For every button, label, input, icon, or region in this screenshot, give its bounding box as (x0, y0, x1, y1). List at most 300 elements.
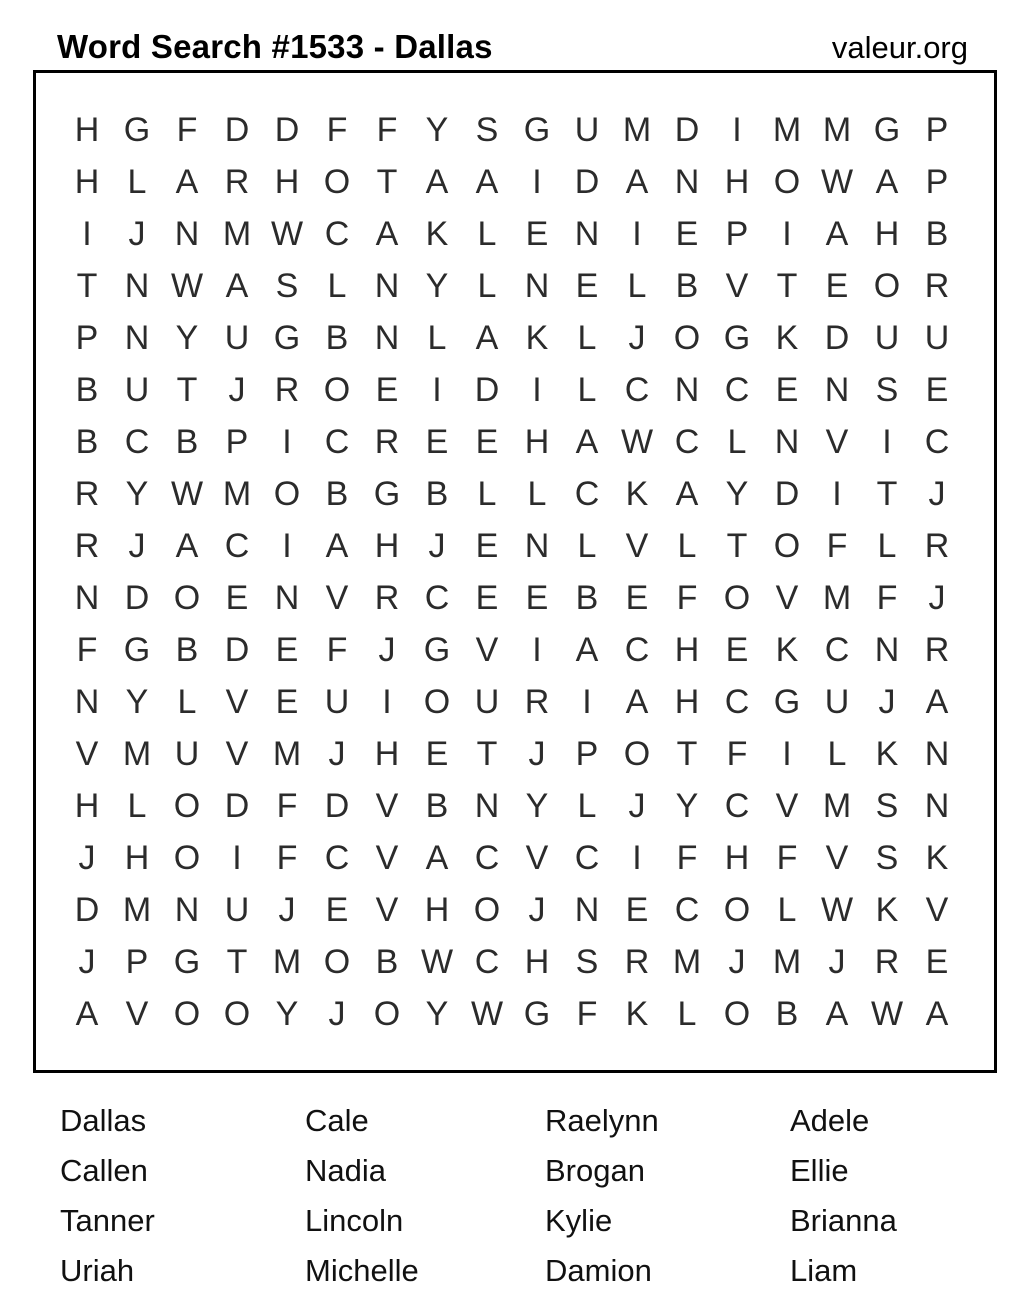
grid-letter-r18c16: A (825, 994, 849, 1033)
grid-letter-r15c15: F (776, 838, 798, 877)
grid-letter-r2c3: A (175, 162, 199, 201)
grid-letter-r3c13: E (675, 214, 699, 253)
grid-letter-r13c14: F (726, 734, 748, 773)
grid-letter-r8c18: J (928, 474, 946, 513)
grid-letter-r10c16: M (822, 578, 852, 617)
word-list-item: Liam (790, 1253, 858, 1288)
grid-letter-r7c5: I (282, 422, 292, 461)
grid-letter-r16c3: N (174, 890, 200, 929)
grid-letter-r18c4: O (223, 994, 251, 1033)
grid-letter-r9c2: J (128, 526, 146, 565)
grid-letter-r4c3: W (170, 266, 204, 305)
grid-letter-r8c5: O (273, 474, 301, 513)
grid-letter-r4c5: S (275, 266, 299, 305)
grid-letter-r4c11: E (575, 266, 599, 305)
grid-letter-r16c15: L (777, 890, 797, 929)
grid-letter-r17c9: C (474, 942, 500, 981)
grid-letter-r4c18: R (924, 266, 950, 305)
grid-letter-r5c17: U (874, 318, 900, 357)
grid-letter-r5c10: K (525, 318, 549, 357)
grid-letter-r13c1: V (75, 734, 99, 773)
grid-letter-r1c2: G (123, 110, 151, 149)
grid-letter-r14c3: O (173, 786, 201, 825)
grid-letter-r13c8: E (425, 734, 449, 773)
grid-letter-r3c1: I (82, 214, 92, 253)
grid-letter-r6c7: E (375, 370, 399, 409)
grid-letter-r3c6: C (324, 214, 350, 253)
grid-letter-r18c5: Y (275, 994, 299, 1033)
grid-letter-r12c14: C (724, 682, 750, 721)
grid-letter-r12c2: Y (125, 682, 149, 721)
grid-letter-r9c17: L (877, 526, 897, 565)
grid-letter-r12c12: A (625, 682, 649, 721)
grid-letter-r15c13: F (676, 838, 698, 877)
grid-letter-r12c4: V (225, 682, 249, 721)
grid-letter-r9c16: F (826, 526, 848, 565)
grid-letter-r7c4: P (225, 422, 249, 461)
grid-letter-r2c7: T (376, 162, 398, 201)
grid-letter-r6c1: B (75, 370, 99, 409)
grid-letter-r17c10: H (524, 942, 550, 981)
grid-letter-r2c13: N (674, 162, 700, 201)
grid-letter-r15c16: V (825, 838, 849, 877)
grid-letter-r14c4: D (224, 786, 250, 825)
grid-letter-r8c12: K (625, 474, 649, 513)
grid-letter-r9c1: R (74, 526, 100, 565)
grid-letter-r5c15: K (775, 318, 799, 357)
grid-letter-r16c10: J (528, 890, 546, 929)
grid-letter-r9c9: E (475, 526, 499, 565)
grid-letter-r6c11: L (577, 370, 597, 409)
grid-letter-r5c3: Y (175, 318, 199, 357)
grid-letter-r10c8: C (424, 578, 450, 617)
grid-letter-r12c17: J (878, 682, 896, 721)
grid-letter-r13c3: U (174, 734, 200, 773)
grid-letter-r17c7: B (375, 942, 399, 981)
grid-letter-r17c5: M (272, 942, 302, 981)
grid-letter-r16c2: M (122, 890, 152, 929)
grid-letter-r7c18: C (924, 422, 950, 461)
grid-letter-r6c16: N (824, 370, 850, 409)
grid-letter-r6c6: O (323, 370, 351, 409)
grid-letter-r11c14: E (725, 630, 749, 669)
grid-letter-r1c1: H (74, 110, 100, 149)
grid-letter-r4c2: N (124, 266, 150, 305)
grid-letter-r13c12: O (623, 734, 651, 773)
grid-letter-r13c6: J (328, 734, 346, 773)
grid-letter-r14c15: V (775, 786, 799, 825)
grid-letter-r15c10: V (525, 838, 549, 877)
grid-letter-r5c18: U (924, 318, 950, 357)
grid-letter-r1c15: M (772, 110, 802, 149)
grid-letter-r7c3: B (175, 422, 199, 461)
grid-letter-r7c10: H (524, 422, 550, 461)
grid-letter-r5c12: J (628, 318, 646, 357)
grid-letter-r6c4: J (228, 370, 246, 409)
grid-letter-r5c4: U (224, 318, 250, 357)
grid-letter-r18c15: B (775, 994, 799, 1033)
grid-letter-r16c12: E (625, 890, 649, 929)
grid-letter-r11c2: G (123, 630, 151, 669)
grid-letter-r5c5: G (273, 318, 301, 357)
grid-letter-r15c1: J (78, 838, 96, 877)
word-list-item: Damion (545, 1253, 652, 1288)
word-list-item: Brianna (790, 1203, 897, 1238)
word-list-item: Kylie (545, 1203, 613, 1238)
grid-letter-r15c18: K (925, 838, 949, 877)
grid-letter-r11c15: K (775, 630, 799, 669)
grid-letter-r12c8: O (423, 682, 451, 721)
grid-letter-r2c16: W (820, 162, 854, 201)
grid-letter-r7c2: C (124, 422, 150, 461)
grid-letter-r10c7: R (374, 578, 400, 617)
grid-letter-r4c16: E (825, 266, 849, 305)
word-list-item: Callen (60, 1153, 148, 1188)
grid-letter-r3c18: B (925, 214, 949, 253)
word-list-item: Nadia (305, 1153, 386, 1188)
grid-letter-r15c14: H (724, 838, 750, 877)
grid-letter-r18c11: F (576, 994, 598, 1033)
grid-letter-r16c4: U (224, 890, 250, 929)
grid-letter-r10c14: O (723, 578, 751, 617)
grid-letter-r17c12: R (624, 942, 650, 981)
grid-letter-r13c17: K (875, 734, 899, 773)
grid-letter-r3c14: P (725, 214, 749, 253)
grid-letter-r9c14: T (726, 526, 748, 565)
word-list-column-2 (305, 1096, 545, 1296)
grid-letter-r14c6: D (324, 786, 350, 825)
grid-letter-r16c18: V (925, 890, 949, 929)
grid-letter-r5c7: N (374, 318, 400, 357)
grid-letter-r4c9: L (477, 266, 497, 305)
word-list-item: Dallas (60, 1103, 147, 1138)
grid-letter-r15c6: C (324, 838, 350, 877)
grid-letter-r5c6: B (325, 318, 349, 357)
grid-letter-r14c1: H (74, 786, 100, 825)
grid-letter-r5c13: O (673, 318, 701, 357)
word-list-column-3 (545, 1096, 790, 1296)
grid-letter-r15c11: C (574, 838, 600, 877)
grid-letter-r17c15: M (772, 942, 802, 981)
grid-letter-r13c9: T (476, 734, 498, 773)
grid-letter-r4c6: L (327, 266, 347, 305)
grid-letter-r7c17: I (882, 422, 892, 461)
grid-letter-r11c10: I (532, 630, 542, 669)
grid-letter-r16c14: O (723, 890, 751, 929)
grid-letter-r13c2: M (122, 734, 152, 773)
grid-letter-r16c1: D (74, 890, 100, 929)
grid-letter-r5c16: D (824, 318, 850, 357)
grid-letter-r12c5: E (275, 682, 299, 721)
grid-letter-r12c16: U (824, 682, 850, 721)
grid-letter-r1c4: D (224, 110, 250, 149)
grid-letter-r8c13: A (675, 474, 699, 513)
grid-letter-r5c8: L (427, 318, 447, 357)
grid-letter-r10c9: E (475, 578, 499, 617)
grid-letter-r12c15: G (773, 682, 801, 721)
grid-letter-r11c12: C (624, 630, 650, 669)
grid-letter-r3c8: K (425, 214, 449, 253)
grid-letter-r9c18: R (924, 526, 950, 565)
word-list-item: Lincoln (305, 1203, 404, 1238)
grid-letter-r11c8: G (423, 630, 451, 669)
grid-letter-r16c5: J (278, 890, 296, 929)
grid-letter-r6c13: N (674, 370, 700, 409)
grid-letter-r10c2: D (124, 578, 150, 617)
grid-letter-r14c17: S (875, 786, 899, 825)
grid-letter-r3c16: A (825, 214, 849, 253)
grid-letter-r2c8: A (425, 162, 449, 201)
grid-letter-r11c1: F (76, 630, 98, 669)
grid-letter-r15c3: O (173, 838, 201, 877)
grid-letter-r3c5: W (270, 214, 304, 253)
grid-letter-r14c13: Y (675, 786, 699, 825)
word-list-column-4 (790, 1096, 990, 1296)
grid-letter-r9c11: L (577, 526, 597, 565)
grid-letter-r15c17: S (875, 838, 899, 877)
grid-letter-r7c15: N (774, 422, 800, 461)
grid-letter-r2c11: D (574, 162, 600, 201)
word-list-item: Ellie (790, 1153, 849, 1188)
grid-letter-r16c9: O (473, 890, 501, 929)
grid-letter-r14c14: C (724, 786, 750, 825)
grid-letter-r15c2: H (124, 838, 150, 877)
grid-letter-r11c18: R (924, 630, 950, 669)
grid-letter-r9c4: C (224, 526, 250, 565)
grid-letter-r1c13: D (674, 110, 700, 149)
grid-letter-r10c17: F (876, 578, 898, 617)
word-list-item: Tanner (60, 1203, 155, 1238)
grid-letter-r9c6: A (325, 526, 349, 565)
grid-letter-r1c16: M (822, 110, 852, 149)
grid-letter-r10c13: F (676, 578, 698, 617)
word-list-item: Uriah (60, 1253, 135, 1288)
grid-letter-r2c2: L (127, 162, 147, 201)
grid-letter-r14c9: N (474, 786, 500, 825)
grid-letter-r13c7: H (374, 734, 400, 773)
grid-letter-r10c11: B (575, 578, 599, 617)
grid-letter-r15c4: I (232, 838, 242, 877)
grid-letter-r13c10: J (528, 734, 546, 773)
grid-letter-r8c3: W (170, 474, 204, 513)
grid-letter-r1c14: I (732, 110, 742, 149)
grid-letter-r3c9: L (477, 214, 497, 253)
grid-letter-r6c9: D (474, 370, 500, 409)
grid-letter-r10c3: O (173, 578, 201, 617)
grid-letter-r15c8: A (425, 838, 449, 877)
grid-letter-r8c11: C (574, 474, 600, 513)
grid-letter-r18c18: A (925, 994, 949, 1033)
grid-letter-r17c16: J (828, 942, 846, 981)
grid-letter-r4c13: B (675, 266, 699, 305)
grid-letter-r14c8: B (425, 786, 449, 825)
grid-letter-r9c10: N (524, 526, 550, 565)
grid-letter-r16c17: K (875, 890, 899, 929)
grid-letter-r8c14: Y (725, 474, 749, 513)
grid-letter-r16c16: W (820, 890, 854, 929)
grid-letter-r10c4: E (225, 578, 249, 617)
grid-letter-r13c11: P (575, 734, 599, 773)
grid-letter-r15c9: C (474, 838, 500, 877)
grid-letter-r12c9: U (474, 682, 500, 721)
grid-letter-r11c17: N (874, 630, 900, 669)
grid-letter-r7c9: E (475, 422, 499, 461)
grid-letter-r4c4: A (225, 266, 249, 305)
grid-letter-r17c3: G (173, 942, 201, 981)
grid-letter-r5c9: A (475, 318, 499, 357)
grid-letter-r9c3: A (175, 526, 199, 565)
grid-letter-r18c6: J (328, 994, 346, 1033)
grid-letter-r12c13: H (674, 682, 700, 721)
grid-letter-r2c14: H (724, 162, 750, 201)
grid-letter-r1c3: F (176, 110, 198, 149)
word-list (60, 1096, 990, 1296)
grid-letter-r12c3: L (177, 682, 197, 721)
grid-letter-r11c3: B (175, 630, 199, 669)
grid-letter-r10c6: V (325, 578, 349, 617)
grid-letter-r2c15: O (773, 162, 801, 201)
grid-letter-r16c8: H (424, 890, 450, 929)
grid-letter-r13c13: T (676, 734, 698, 773)
grid-letter-r7c7: R (374, 422, 400, 461)
grid-letter-r11c4: D (224, 630, 250, 669)
grid-letter-r4c14: V (725, 266, 749, 305)
grid-letter-r16c13: C (674, 890, 700, 929)
grid-letter-r13c18: N (924, 734, 950, 773)
grid-letter-r3c7: A (375, 214, 399, 253)
grid-letter-r12c10: R (524, 682, 550, 721)
grid-letter-r8c16: I (832, 474, 842, 513)
grid-letter-r1c10: G (523, 110, 551, 149)
grid-letter-r8c15: D (774, 474, 800, 513)
grid-letter-r11c13: H (674, 630, 700, 669)
grid-letter-r1c5: D (274, 110, 300, 149)
grid-letter-r17c13: M (672, 942, 702, 981)
grid-letter-r12c1: N (74, 682, 100, 721)
grid-letter-r3c4: M (222, 214, 252, 253)
grid-letter-r17c2: P (125, 942, 149, 981)
grid-letter-r6c12: C (624, 370, 650, 409)
grid-letter-r7c13: C (674, 422, 700, 461)
grid-letter-r10c15: V (775, 578, 799, 617)
grid-letter-r7c8: E (425, 422, 449, 461)
grid-letter-r1c7: F (376, 110, 398, 149)
grid-letter-r16c6: E (325, 890, 349, 929)
grid-letter-r18c2: V (125, 994, 149, 1033)
grid-letter-r9c15: O (773, 526, 801, 565)
grid-letter-r3c3: N (174, 214, 200, 253)
grid-letter-r18c12: K (625, 994, 649, 1033)
grid-letter-r5c14: G (723, 318, 751, 357)
grid-letter-r18c8: Y (425, 994, 449, 1033)
grid-letter-r8c7: G (373, 474, 401, 513)
grid-letter-r10c5: N (274, 578, 300, 617)
letter-grid (62, 104, 962, 1040)
page-header (57, 28, 968, 66)
grid-letter-r8c9: L (477, 474, 497, 513)
grid-letter-r18c9: W (470, 994, 504, 1033)
grid-letter-r10c10: E (525, 578, 549, 617)
grid-letter-r16c7: V (375, 890, 399, 929)
grid-letter-r14c7: V (375, 786, 399, 825)
grid-letter-r9c12: V (625, 526, 649, 565)
grid-letter-r17c11: S (575, 942, 599, 981)
grid-letter-r13c15: I (782, 734, 792, 773)
grid-letter-r6c14: C (724, 370, 750, 409)
grid-letter-r10c1: N (74, 578, 100, 617)
grid-letter-r1c17: G (873, 110, 901, 149)
grid-letter-r4c8: Y (425, 266, 449, 305)
grid-letter-r9c13: L (677, 526, 697, 565)
grid-letter-r10c12: E (625, 578, 649, 617)
grid-letter-r14c16: M (822, 786, 852, 825)
word-list-item: Adele (790, 1103, 870, 1138)
grid-letter-r8c17: T (876, 474, 898, 513)
page-title: Word Search #1533 - Dallas (57, 28, 493, 65)
grid-letter-r9c5: I (282, 526, 292, 565)
grid-letter-r4c15: T (776, 266, 798, 305)
grid-letter-r18c1: A (75, 994, 99, 1033)
grid-letter-r9c8: J (428, 526, 446, 565)
grid-letter-r8c6: B (325, 474, 349, 513)
grid-letter-r17c1: J (78, 942, 96, 981)
grid-letter-r5c11: L (577, 318, 597, 357)
grid-letter-r11c5: E (275, 630, 299, 669)
grid-letter-r8c4: M (222, 474, 252, 513)
grid-letter-r3c15: I (782, 214, 792, 253)
grid-letter-r14c18: N (924, 786, 950, 825)
grid-letter-r3c10: E (525, 214, 549, 253)
grid-letter-r9c7: H (374, 526, 400, 565)
grid-letter-r12c6: U (324, 682, 350, 721)
grid-letter-r18c13: L (677, 994, 697, 1033)
grid-letter-r7c14: L (727, 422, 747, 461)
grid-letter-r2c18: P (925, 162, 949, 201)
grid-letter-r12c18: A (925, 682, 949, 721)
grid-letter-r2c6: O (323, 162, 351, 201)
grid-letter-r11c9: V (475, 630, 499, 669)
grid-letter-r16c11: N (574, 890, 600, 929)
grid-letter-r5c2: N (124, 318, 150, 357)
grid-letter-r14c11: L (577, 786, 597, 825)
grid-letter-r1c11: U (574, 110, 600, 149)
grid-letter-r6c15: E (775, 370, 799, 409)
grid-letter-r17c8: W (420, 942, 454, 981)
grid-letter-r18c7: O (373, 994, 401, 1033)
grid-letter-r3c2: J (128, 214, 146, 253)
grid-letter-r7c6: C (324, 422, 350, 461)
grid-letter-r11c11: A (575, 630, 599, 669)
grid-letter-r2c12: A (625, 162, 649, 201)
grid-letter-r11c16: C (824, 630, 850, 669)
grid-letter-r2c1: H (74, 162, 100, 201)
grid-letter-r8c1: R (74, 474, 100, 513)
grid-letter-r18c10: G (523, 994, 551, 1033)
grid-letter-r8c2: Y (125, 474, 149, 513)
word-list-item: Brogan (545, 1153, 645, 1188)
grid-letter-r18c14: O (723, 994, 751, 1033)
grid-letter-r4c7: N (374, 266, 400, 305)
grid-letter-r4c12: L (627, 266, 647, 305)
grid-letter-r1c12: M (622, 110, 652, 149)
grid-letter-r3c12: I (632, 214, 642, 253)
grid-letter-r4c10: N (524, 266, 550, 305)
grid-letter-r4c17: O (873, 266, 901, 305)
puzzle-grid-box (33, 70, 997, 1073)
grid-letter-r2c9: A (475, 162, 499, 201)
grid-letter-r15c7: V (375, 838, 399, 877)
grid-letter-r14c5: F (276, 786, 298, 825)
